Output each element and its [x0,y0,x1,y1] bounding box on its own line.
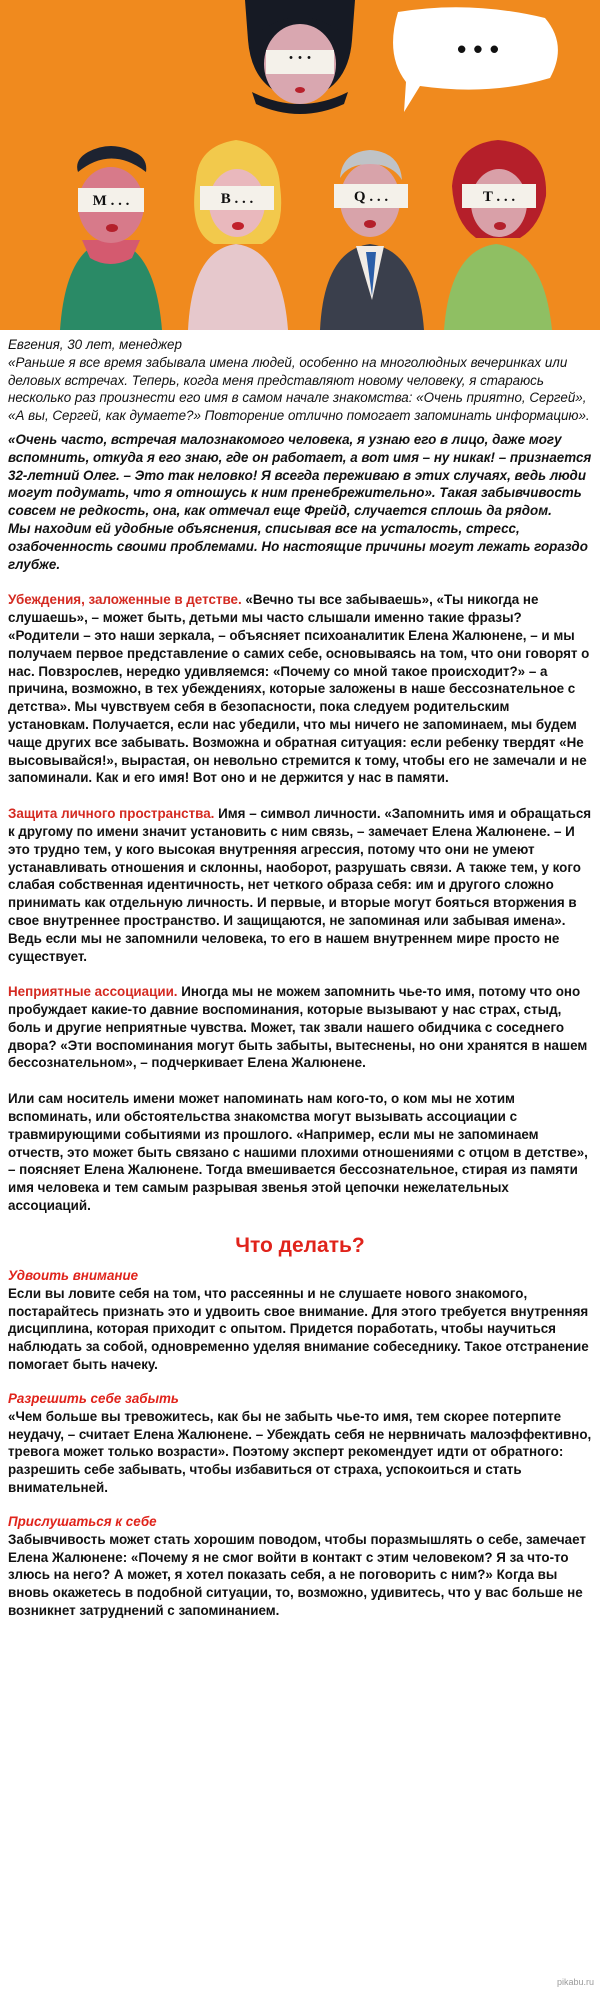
name-badge-4: T . . . [482,189,516,205]
extra-paragraph: Или сам носитель имени может напоминать нам кого-то, о ком мы не хотим вспоминать, или обстоятельства знакомства могут вызывать ассоциации с травмирующими событиями из прошлого. «Например, если мы не запоминаем отчеств, это может быть связано с нашими плохими отношениями с отцом в детстве», – поясняет Елена Жалюнене. Тогда вмешивается бессознательное, стирая из памяти имя человека и тем самым разрывая звенья этой цепочки нежелательных ассоциаций. [8,1091,588,1214]
svg-text:. . .: . . . [288,52,312,72]
section-text: Имя – символ личности. «Запомнить имя и обращаться к другому по имени значит установить с ним связь, – замечает Елена Жалюнене. – И это трудно тем, у кого высокая внутренняя агрессия, потому что они не умеют устанавливать отношения и склонны, наоборот, разрушать связи. А также тем, у кого слабая собственная идентичность, нет четкого образа себя: им и другого сложно принимать как отдельную личность. И первые, и вторые могут бояться вторжения в свое внутреннее пространство. И защищаются, не запоминая или забывая имена». Ведь если мы не запомнили человека, то его в нашем внутреннем мире просто не существует. [8,806,592,964]
section-personal-space [8,805,592,965]
speech-bubble-text: • • • [457,34,499,64]
section-heading: Защита личного пространства. [8,806,215,822]
watermark: pikabu.ru [556,1977,594,1987]
quote-part-1: «Очень часто, встречая малознакомого человека, я узнаю его в лицо, даже могу вспомнить, откуда я его знаю, где он работает, а вот имя – ну никак! – признается 32-летний Олег. – Это так неловко! Я всегда переживаю в этих случаях, ведь люди могут подумать, что я отношусь к ним пренебрежительно». Такая забывчивость совсем не редкость, она, как отмечал еще Фрейд, случается сплошь да рядом. [8,431,592,519]
tip-heading-1: Удвоить внимание [8,1267,139,1283]
tip-text-2: «Чем больше вы тревожитесь, как бы не забыть чье-то имя, тем скорее потерпите неудачу, – считает Елена Жалюнене. – Убеждать себя не нервничать малоэффективно, тревога может только возрасти». Поэтому эксперт рекомендует идти от обратного: разрешить себе забывать, чтобы избавиться от страха, успокоиться и стать внимательней. [8,1408,592,1496]
tip-text-3: Забывчивость может стать хорошим поводом, чтобы поразмышлять о себе, замечает Елена Жалюнене: «Почему я не смог войти в контакт с этим человеком? Я за что-то злюсь на него? А может, я хотел показать себя, а не поговорить с ним?» Когда вы вновь окажетесь в подобной ситуации, то, возможно, удивитесь, что у вас больше не возникнет затруднений с запоминанием. [8,1531,586,1619]
name-badge-3: Q . . . [353,189,389,205]
name-badge-2: B . . . [220,191,254,207]
section-heading: Убеждения, заложенные в детстве. [8,592,242,608]
section-text: «Вечно ты все забываешь», «Ты никогда не слушаешь», – может быть, детьми мы часто слышали именно такие фразы? «Родители – это наши зеркала, – объясняет психоаналитик Елена Жалюнене, – и мы получаем первое представление о самих себе, основываясь на том, что они говорят о нас. Повзрослев, нередко удивляемся: «Почему со мной такое происходит?» – а причина, возможно, в тех убеждениях, которые заложены в наше бессознательное с детства». Мы чувствуем себя в безопасности, пока следуем родительским установкам. Получается, если нас убедили, что мы ничего не запоминаем, мы будем чаще других все забывать. Возможна и обратная ситуация: если ребенку твердят «Не высовывайся!», вырастая, он невольно стремится к тому, чтобы его не замечали и не запоминали. Как и его имя! Вот оно и не держится у нас в памяти. [8,592,590,786]
intro-text: «Раньше я все время забывала имена людей, особенно на многолюдных вечеринках или деловых встречах. Теперь, когда меня представляют новому человеку, я стараюсь несколько раз произнести его имя в самом начале знакомства: «Очень приятно, Сергей», «А вы, Сергей, как думаете?» Повторение отлично помогает запоминать информацию». [8,354,590,424]
intro-paragraph [8,336,592,425]
section-heading: Неприятные ассоциации. [8,984,178,1000]
tip-heading-2: Разрешить себе забыть [8,1390,179,1406]
illustration [0,0,600,330]
name-badge-1: M . . . [92,193,130,209]
upside-down-person [245,0,355,114]
what-to-do-title: Что делать? [235,1233,365,1257]
tip-text-1: Если вы ловите себя на том, что рассеянны и не слушаете нового знакомого, постарайтесь признать это и удвоить свое внимание. Для этого требуется внутренняя дисциплина, которая приходит с опытом. Придется поработать, чтобы научиться наблюдать за собой, одновременно уделяя внимание собеседнику. Такое отстранение помогает быть начеку. [8,1285,589,1373]
section-childhood-beliefs [8,591,592,787]
intro-byline: Евгения, 30 лет, менеджер [8,337,182,352]
quote-paragraph [8,431,592,573]
tip-heading-3: Прислушаться к себе [8,1513,157,1529]
article-body [0,330,600,1620]
section-text: Иногда мы не можем запомнить чье-то имя, потому что оно пробуждает какие-то давние воспоминания, которые вызывают у нас страх, стыд, боль и другие неприятные чувства. Может, так звали нашего обидчика с соседнего двора? «Эти воспоминания могут быть забыты, вытеснены, но они хранятся в нашем бессознательном», – подчеркивает Елена Жалюнене. [8,984,588,1071]
section-unpleasant-associations [8,983,592,1072]
quote-part-2: Мы находим ей удобные объяснения, списывая все на усталость, стресс, озабоченность своими проблемами. Но настоящие причины могут лежать гораздо глубже. [8,520,588,572]
